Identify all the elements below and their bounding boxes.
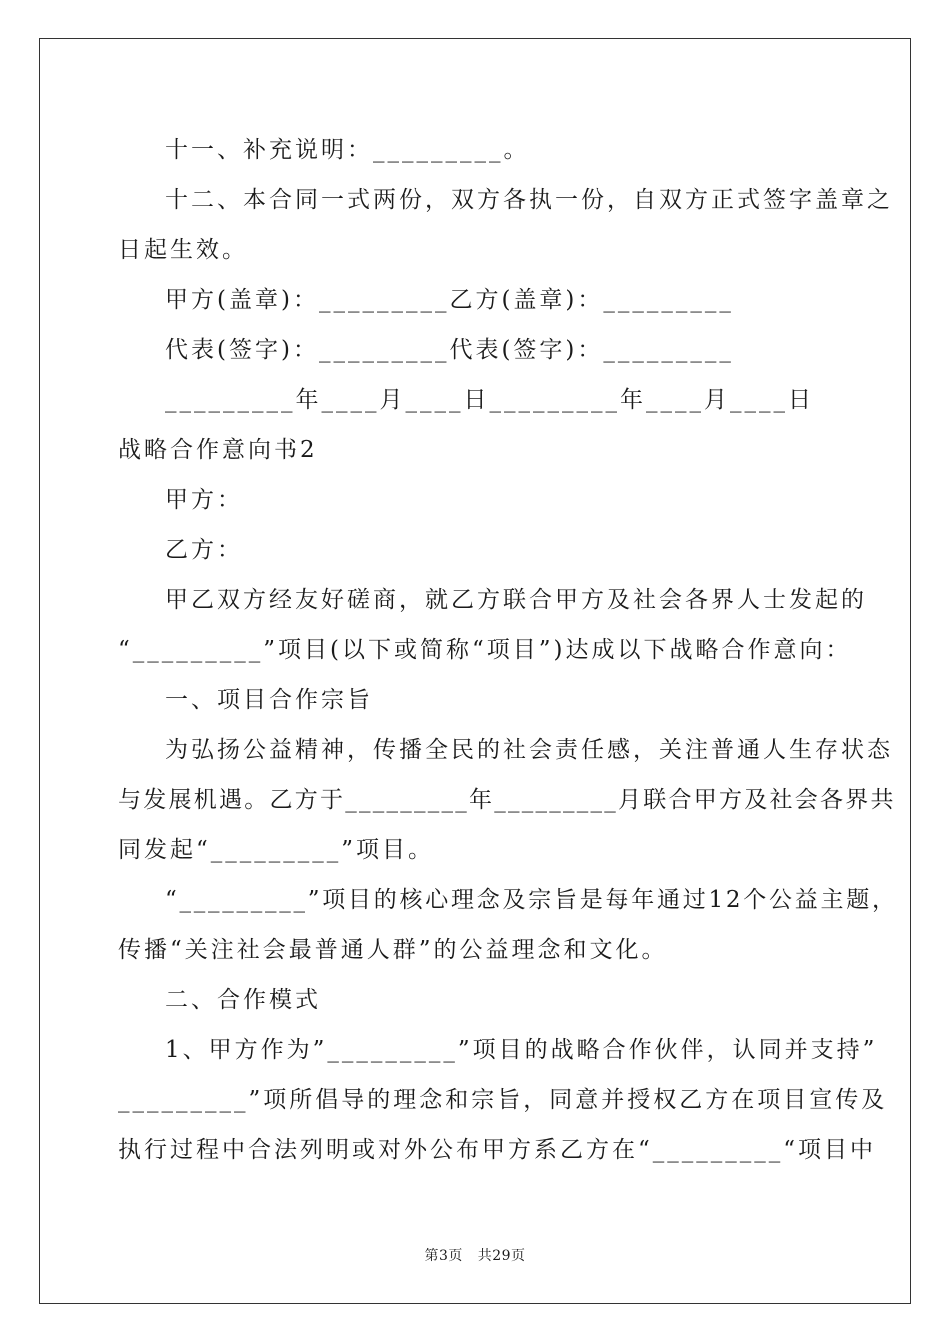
party-b-line: 乙方： <box>165 537 243 563</box>
mode-line-1: 1、甲方作为”_________”项目的战略合作伙伴，认同并支持” <box>165 1037 878 1063</box>
purpose-line-5: 传播“关注社会最普通人群”的公益理念和文化。 <box>118 937 668 963</box>
intro-line-1: 甲乙双方经友好磋商，就乙方联合甲方及社会各界人士发起的 <box>165 587 867 613</box>
heading-purpose: 一、项目合作宗旨 <box>165 687 373 713</box>
purpose-line-2: 与发展机遇。乙方于_________年_________月联合甲方及社会各界共 <box>118 787 896 813</box>
purpose-line-4: “_________”项目的核心理念及宗旨是每年通过12个公益主题， <box>165 887 898 913</box>
section-title: 战略合作意向书2 <box>118 437 318 463</box>
clause-12-line-1: 十二、本合同一式两份，双方各执一份，自双方正式签字盖章之 <box>165 187 893 213</box>
mode-line-2: _________”项所倡导的理念和宗旨，同意并授权乙方在项目宣传及 <box>118 1087 888 1113</box>
signature-line: 代表(签字)：_________代表(签字)：_________ <box>165 337 734 363</box>
seal-line: 甲方(盖章)：_________乙方(盖章)：_________ <box>165 287 734 313</box>
date-line: _________年____月____日_________年____月____日 <box>165 387 814 413</box>
clause-11: 十一、补充说明：_________。 <box>165 137 530 163</box>
heading-mode: 二、合作模式 <box>165 987 321 1013</box>
mode-line-3: 执行过程中合法列明或对外公布甲方系乙方在“_________“项目中 <box>118 1137 877 1163</box>
clause-12-line-2: 日起生效。 <box>118 237 248 263</box>
page-number: 第3页 共29页 <box>424 1248 526 1264</box>
purpose-line-1: 为弘扬公益精神，传播全民的社会责任感，关注普通人生存状态 <box>165 737 893 763</box>
party-a-line: 甲方： <box>165 487 243 513</box>
purpose-line-3: 同发起“_________”项目。 <box>118 837 435 863</box>
intro-line-2: “_________”项目(以下或简称“项目”)达成以下战略合作意向： <box>118 637 852 663</box>
